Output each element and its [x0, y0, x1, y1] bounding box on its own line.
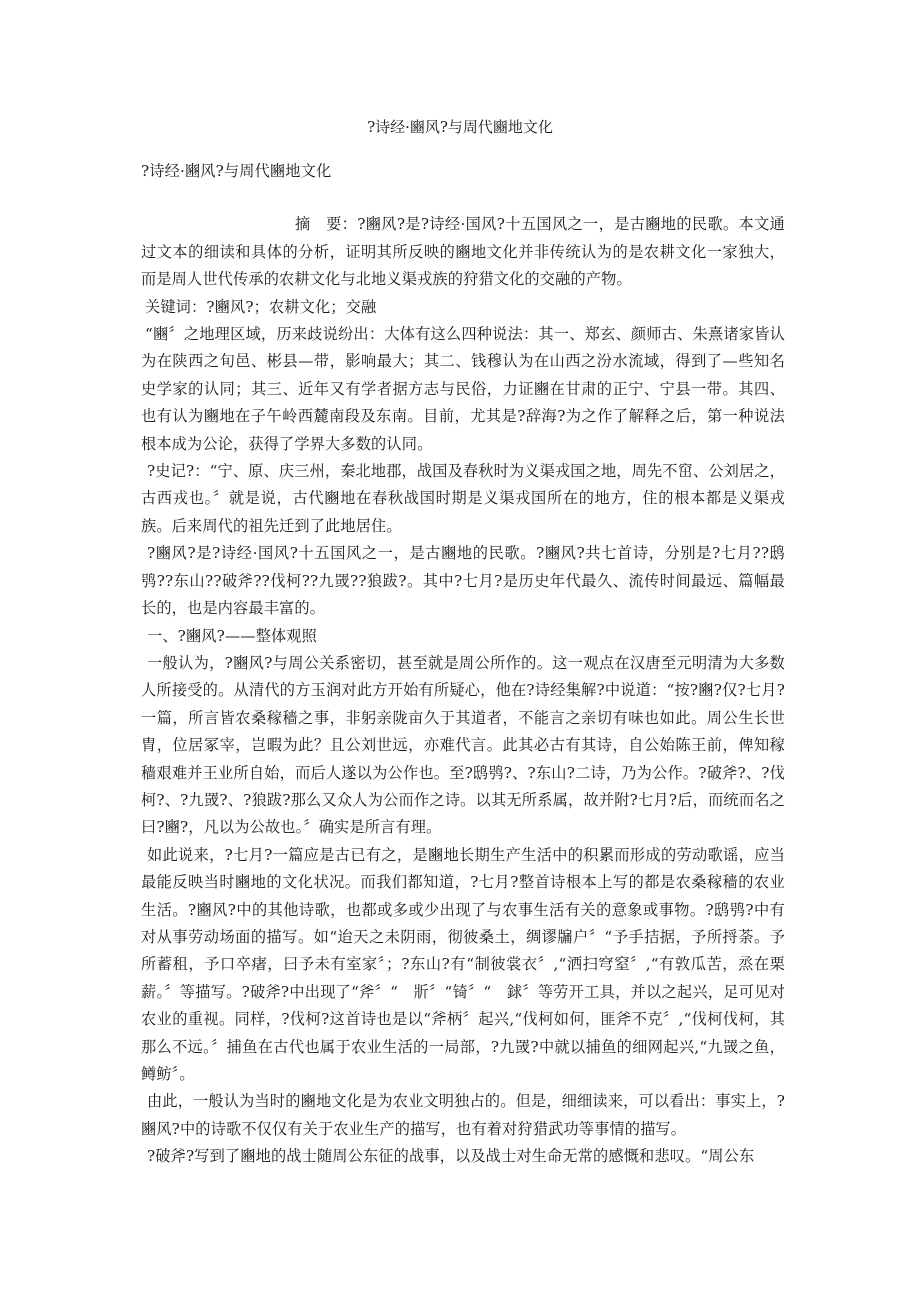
abstract-paragraph: 摘 要：?豳风?是?诗经·国风?十五国风之一，是古豳地的民歌。本文通过文本的细读和具体的分析，证明其所反映的豳地文化并非传统认为的是农耕文化一家独大，而是周人世代传承的农耕文化与北地义渠戎族的狩猎文化的交融的产物。 — [141, 215, 785, 289]
body-paragraph: ?破斧?写到了豳地的战士随周公东征的战事，以及战士对生命无常的感慨和悲叹。“周公东 — [147, 1147, 755, 1166]
body-paragraph: ?史记?：“宁、原、庆三州，秦北地郡，战国及春秋时为义渠戎国之地，周先不窋、公刘居之，古西戎也。〞就是说，古代豳地在春秋战国时期是义渠戎国所在的地方，住的根本都是义渠戎族。后来周代的祖先迁到了此地居住。 — [141, 462, 785, 535]
body-paragraph: ?豳风?是?诗经·国风?十五国风之一，是古豳地的民歌。?豳风?共七首诗，分别是?七月??鸱鸮??东山??破斧??伐柯??九罭??狼跋?。其中?七月?是历史年代最久、流传时间最远、篇幅最长的，也是内容最丰富的。 — [141, 544, 785, 618]
body-paragraph: 一般认为，?豳风?与周公关系密切，甚至就是周公所作的。这一观点在汉唐至元明清为大多数人所接受的。从清代的方玉润对此方开始有所疑心，他在?诗经集解?中说道：“按?豳?仅?七月?一篇，所言皆农桑稼穑之事，非躬亲陇亩久于其道者，不能言之亲切有味也如此。周公生长世胄，位居冢宰，岂暇为此？且公刘世远，亦难代言。此其必古有其诗，自公始陈王前，俾知稼穑艰难并王业所自始，而后人遂以为公作也。至?鸱鸮?、?东山?二诗，乃为公作。?破斧?、?伐柯?、?九罭?、?狼跋?那么又众人为公而作之诗。以其无所系属，故并附?七月?后，而统而名之曰?豳?，凡以为公故也。〞确实是所言有理。 — [141, 653, 785, 837]
document-body — [141, 158, 785, 1171]
body-paragraph: 由此，一般认为当时的豳地文化是为农业文明独占的。但是，细细读来，可以看出：事实上，?豳风?中的诗歌不仅仅有关于农业生产的描写，也有着对狩猎武功等事情的描写。 — [141, 1092, 785, 1138]
section-heading: 一、?豳风?——整体观照 — [147, 626, 317, 645]
document-title: ?诗经·豳风?与周代豳地文化 — [367, 118, 553, 136]
keywords-line: 关键词：?豳风?；农耕文化；交融 — [145, 297, 377, 316]
body-paragraph: 如此说来，?七月?一篇应是古已有之，是豳地长期生产生活中的积累而形成的劳动歌谣，应当最能反映当时豳地的文化状况。而我们都知道，?七月?整首诗根本上写的都是农桑稼穑的农业生活。?豳风?中的其他诗歌，也都或多或少出现了与农事生活有关的意象或事物。?鸱鸮?中有对从事劳动场面的描写。如“迨天之未阴雨，彻彼桑土，绸谬牖户〞“予手拮据，予所捋荼。予所蓄租，予口卒瘏，曰予未有室家〞；?东山?有“制彼裳衣〞,“洒扫穹窒〞,“有敦瓜苦，烝在栗薪。〞等描写。?破斧?中出现了“斧〞“ 斨〞“锜〞“ 銶〞等劳开工具，并以之起兴，足可见对农业的重视。同样，?伐柯?这首诗也是以“斧柄〞起兴,“伐柯如何，匪斧不克〞,“伐柯伐柯，其那么不远。〞捕鱼在古代也属于农业生活的一局部，?九罭?中就以捕鱼的细网起兴,“九罭之鱼，鳟鲂〞。 — [141, 845, 785, 1083]
body-paragraph: “豳〞之地理区域，历来歧说纷出：大体有这么四种说法：其一、郑玄、颜师古、朱熹诸家皆认为在陕西之旬邑、彬县—带，影响最大；其二、钱穆认为在山西之汾水流域，得到了—些知名史学家的认同；其三、近年又有学者据方志与民俗，力证豳在甘肃的正宁、宁县一带。其四、也有认为豳地在子午岭西麓南段及东南。目前，尤其是?辞海?为之作了解释之后，第一种说法根本成为公论，获得了学界大多数的认同。 — [141, 325, 785, 453]
document-subtitle: ?诗经·豳风?与周代豳地文化 — [141, 162, 332, 180]
